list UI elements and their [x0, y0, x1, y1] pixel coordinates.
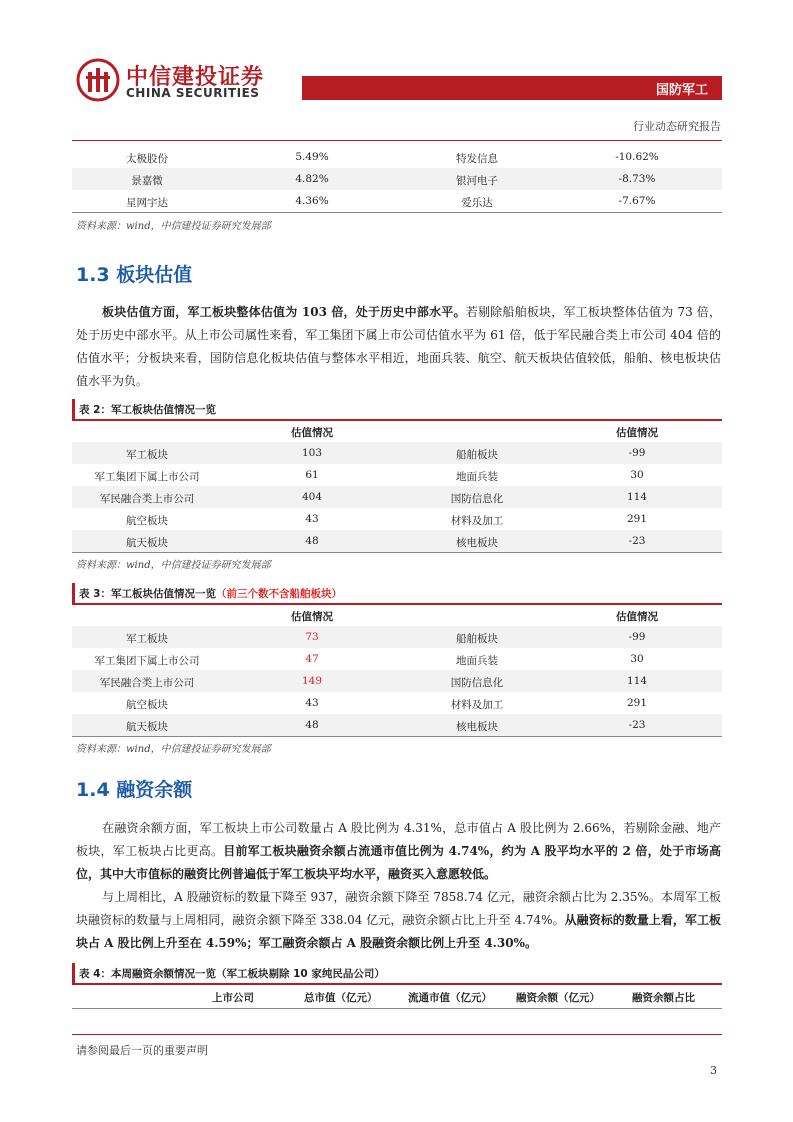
- table-cell: 航空板块: [126, 699, 168, 711]
- table-row: [72, 464, 722, 486]
- table-cell: 军民融合类上市公司: [99, 677, 195, 689]
- table-cell: -23: [628, 719, 646, 731]
- table-row: [72, 714, 722, 736]
- table-row: [72, 190, 722, 212]
- table-cell: 材料及加工: [450, 699, 504, 711]
- table-cell-highlight: 47: [305, 653, 319, 665]
- category-bar: [302, 76, 722, 100]
- table-cell: 291: [626, 697, 648, 709]
- table-cell: 军民融合类上市公司: [99, 493, 195, 505]
- source-note: 资料来源：wind，中信建投证券研究发展部: [76, 221, 271, 232]
- table-bottom-line: [72, 212, 722, 213]
- table-header-line: [72, 1008, 722, 1009]
- table-caption: 表 4：本周融资余额情况一览（军工板块剔除 10 家纯民品公司）: [72, 963, 722, 983]
- table-cell-highlight: 73: [305, 631, 319, 643]
- table-cell: -10.62%: [615, 151, 659, 163]
- source-note: 资料来源：wind，中信建投证券研究发展部: [76, 560, 271, 571]
- footer-divider: [72, 1034, 722, 1035]
- table-header: [72, 986, 722, 1008]
- table-cell: 太极股份: [126, 153, 168, 165]
- table-cell: 景嘉微: [131, 175, 163, 187]
- table-cell: 30: [630, 469, 644, 481]
- caption-line: [72, 983, 722, 985]
- table-cell: 4.36%: [295, 195, 329, 207]
- table-cell: -7.67%: [618, 195, 656, 207]
- paragraph: [76, 886, 721, 955]
- table-cell: 军工板块: [126, 633, 168, 645]
- disclaimer-note: 请参阅最后一页的重要声明: [76, 1044, 208, 1057]
- table-cell: 404: [301, 491, 323, 503]
- table-cell: 军工集团下属上市公司: [94, 655, 200, 667]
- table-cell: 地面兵装: [456, 471, 498, 483]
- table-row: [72, 648, 722, 670]
- table-cell: 航天板块: [126, 537, 168, 549]
- table-cell: 爱乐达: [461, 197, 493, 209]
- brand-name-cn: 中信建投证券: [126, 65, 265, 90]
- table-row: [72, 530, 722, 552]
- paragraph-text: 与上周相比，A 股融资标的数量下降至 937，融资余额下降至 7858.74 亿元，融资余额占比为 2.35%。本周军工板块融资标的数量与上周相同，融资余额下降至 338.04 亿元，融资余额占比上升至 4.74%。: [76, 890, 721, 927]
- page-number: 3: [710, 1064, 717, 1077]
- table-cell: 军工板块: [126, 449, 168, 461]
- table-cell: 国防信息化: [450, 677, 504, 689]
- table-header: [72, 421, 722, 441]
- table-cell: 114: [626, 675, 648, 687]
- table-cell: -99: [628, 447, 646, 459]
- table-cell: 航天板块: [126, 721, 168, 733]
- caption-note: （前三个数不含船舶板块）: [215, 588, 342, 600]
- paragraph-bold: 目前军工板块融资余额占流通市值比例为 4.74%，约为 A 股平均水平的 2 倍，处于市场高位，其中大市值标的融资比例普遍低于军工板块平均水平，融资买入意愿较低。: [76, 844, 721, 881]
- table-row: [72, 626, 722, 648]
- table-cell: 291: [626, 513, 648, 525]
- table-row: [72, 442, 722, 464]
- page-header: [0, 0, 793, 150]
- header-cell: 总市值（亿元）: [304, 992, 378, 1004]
- table-cell: 114: [626, 491, 648, 503]
- table-cell: 核电板块: [456, 721, 498, 733]
- china-securities-logo: [76, 58, 120, 102]
- table-cell: 核电板块: [456, 537, 498, 549]
- table-header: [72, 605, 722, 625]
- table-cell: 银河电子: [456, 175, 498, 187]
- caption-text: 表 3：军工板块估值情况一览: [79, 588, 216, 600]
- table-cell: 航空板块: [126, 515, 168, 527]
- header-cell: 估值情况: [291, 427, 333, 439]
- paragraph-text: 若剔除船舶板块，军工板块整体估值为 73 倍，处于历史中部水平。从上市公司属性来看，军工集团下属上市公司估值水平为 61 倍，低于军民融合类上市公司 404 倍的估值水平；分板块来看，国防信息化板块估值与整体水平相近，地面兵装、航空、航天板块估值较低，船舶、核电板块估值水平为负。: [76, 305, 721, 388]
- table-row: [72, 486, 722, 508]
- header-divider: [72, 140, 722, 141]
- table-cell: -23: [628, 535, 646, 547]
- paragraph: [76, 817, 721, 886]
- paragraph-text: 在融资余额方面，军工板块上市公司数量占 A 股比例为 4.31%，总市值占 A 股比例为 2.66%，若剔除金融、地产板块，军工板块占比更高。: [76, 821, 721, 858]
- table-bottom-line: [72, 736, 722, 737]
- header-cell: 上市公司: [212, 992, 254, 1004]
- table-caption: 表 2：军工板块估值情况一览: [72, 399, 722, 419]
- paragraph-bold: 从融资标的数量上看，军工板块占 A 股比例上升至在 4.59%；军工融资余额占 A 股融资余额比例上升至 4.30%。: [76, 913, 721, 950]
- table-row: [72, 508, 722, 530]
- table-cell: 特发信息: [456, 153, 498, 165]
- source-note: 资料来源：wind，中信建投证券研究发展部: [76, 744, 271, 755]
- header-cell: 估值情况: [616, 427, 658, 439]
- brand-name-en: CHINA SECURITIES: [126, 86, 260, 100]
- table-cell: 61: [305, 469, 319, 481]
- paragraph: [76, 301, 721, 393]
- table-cell: 船舶板块: [456, 633, 498, 645]
- table-caption: [72, 583, 722, 603]
- table-cell: 43: [305, 513, 319, 525]
- table-row: [72, 692, 722, 714]
- report-type: 行业动态研究报告: [633, 120, 721, 133]
- table-cell: -99: [628, 631, 646, 643]
- header-cell: 估值情况: [291, 611, 333, 623]
- table-cell: 30: [630, 653, 644, 665]
- header-cell: 流通市值（亿元）: [408, 992, 492, 1004]
- table-bottom-line: [72, 552, 722, 553]
- table-cell: 48: [305, 719, 319, 731]
- paragraph-bold: 板块估值方面，军工板块整体估值为 103 倍，处于历史中部水平。: [102, 305, 466, 319]
- table-cell: 军工集团下属上市公司: [94, 471, 200, 483]
- category-label: 国防军工: [655, 83, 708, 98]
- table-row: [72, 146, 722, 168]
- section-title: 1.3 板块估值: [76, 264, 193, 286]
- table-row: [72, 168, 722, 190]
- table-cell-highlight: 149: [301, 675, 323, 687]
- table-cell: 48: [305, 535, 319, 547]
- table-cell: 地面兵装: [456, 655, 498, 667]
- table-cell: -8.73%: [618, 173, 656, 185]
- table-cell: 材料及加工: [450, 515, 504, 527]
- header-cell: 融资余额占比: [632, 992, 695, 1004]
- table-cell: 5.49%: [295, 151, 329, 163]
- header-cell: 融资余额（亿元）: [516, 992, 600, 1004]
- table-cell: 43: [305, 697, 319, 709]
- section-title: 1.4 融资余额: [76, 779, 193, 801]
- table-cell: 4.82%: [295, 173, 329, 185]
- table-cell: 国防信息化: [450, 493, 504, 505]
- table-cell: 103: [301, 447, 323, 459]
- table-row: [72, 670, 722, 692]
- table-cell: 星网宇达: [126, 197, 168, 209]
- table-cell: 船舶板块: [456, 449, 498, 461]
- header-cell: 估值情况: [616, 611, 658, 623]
